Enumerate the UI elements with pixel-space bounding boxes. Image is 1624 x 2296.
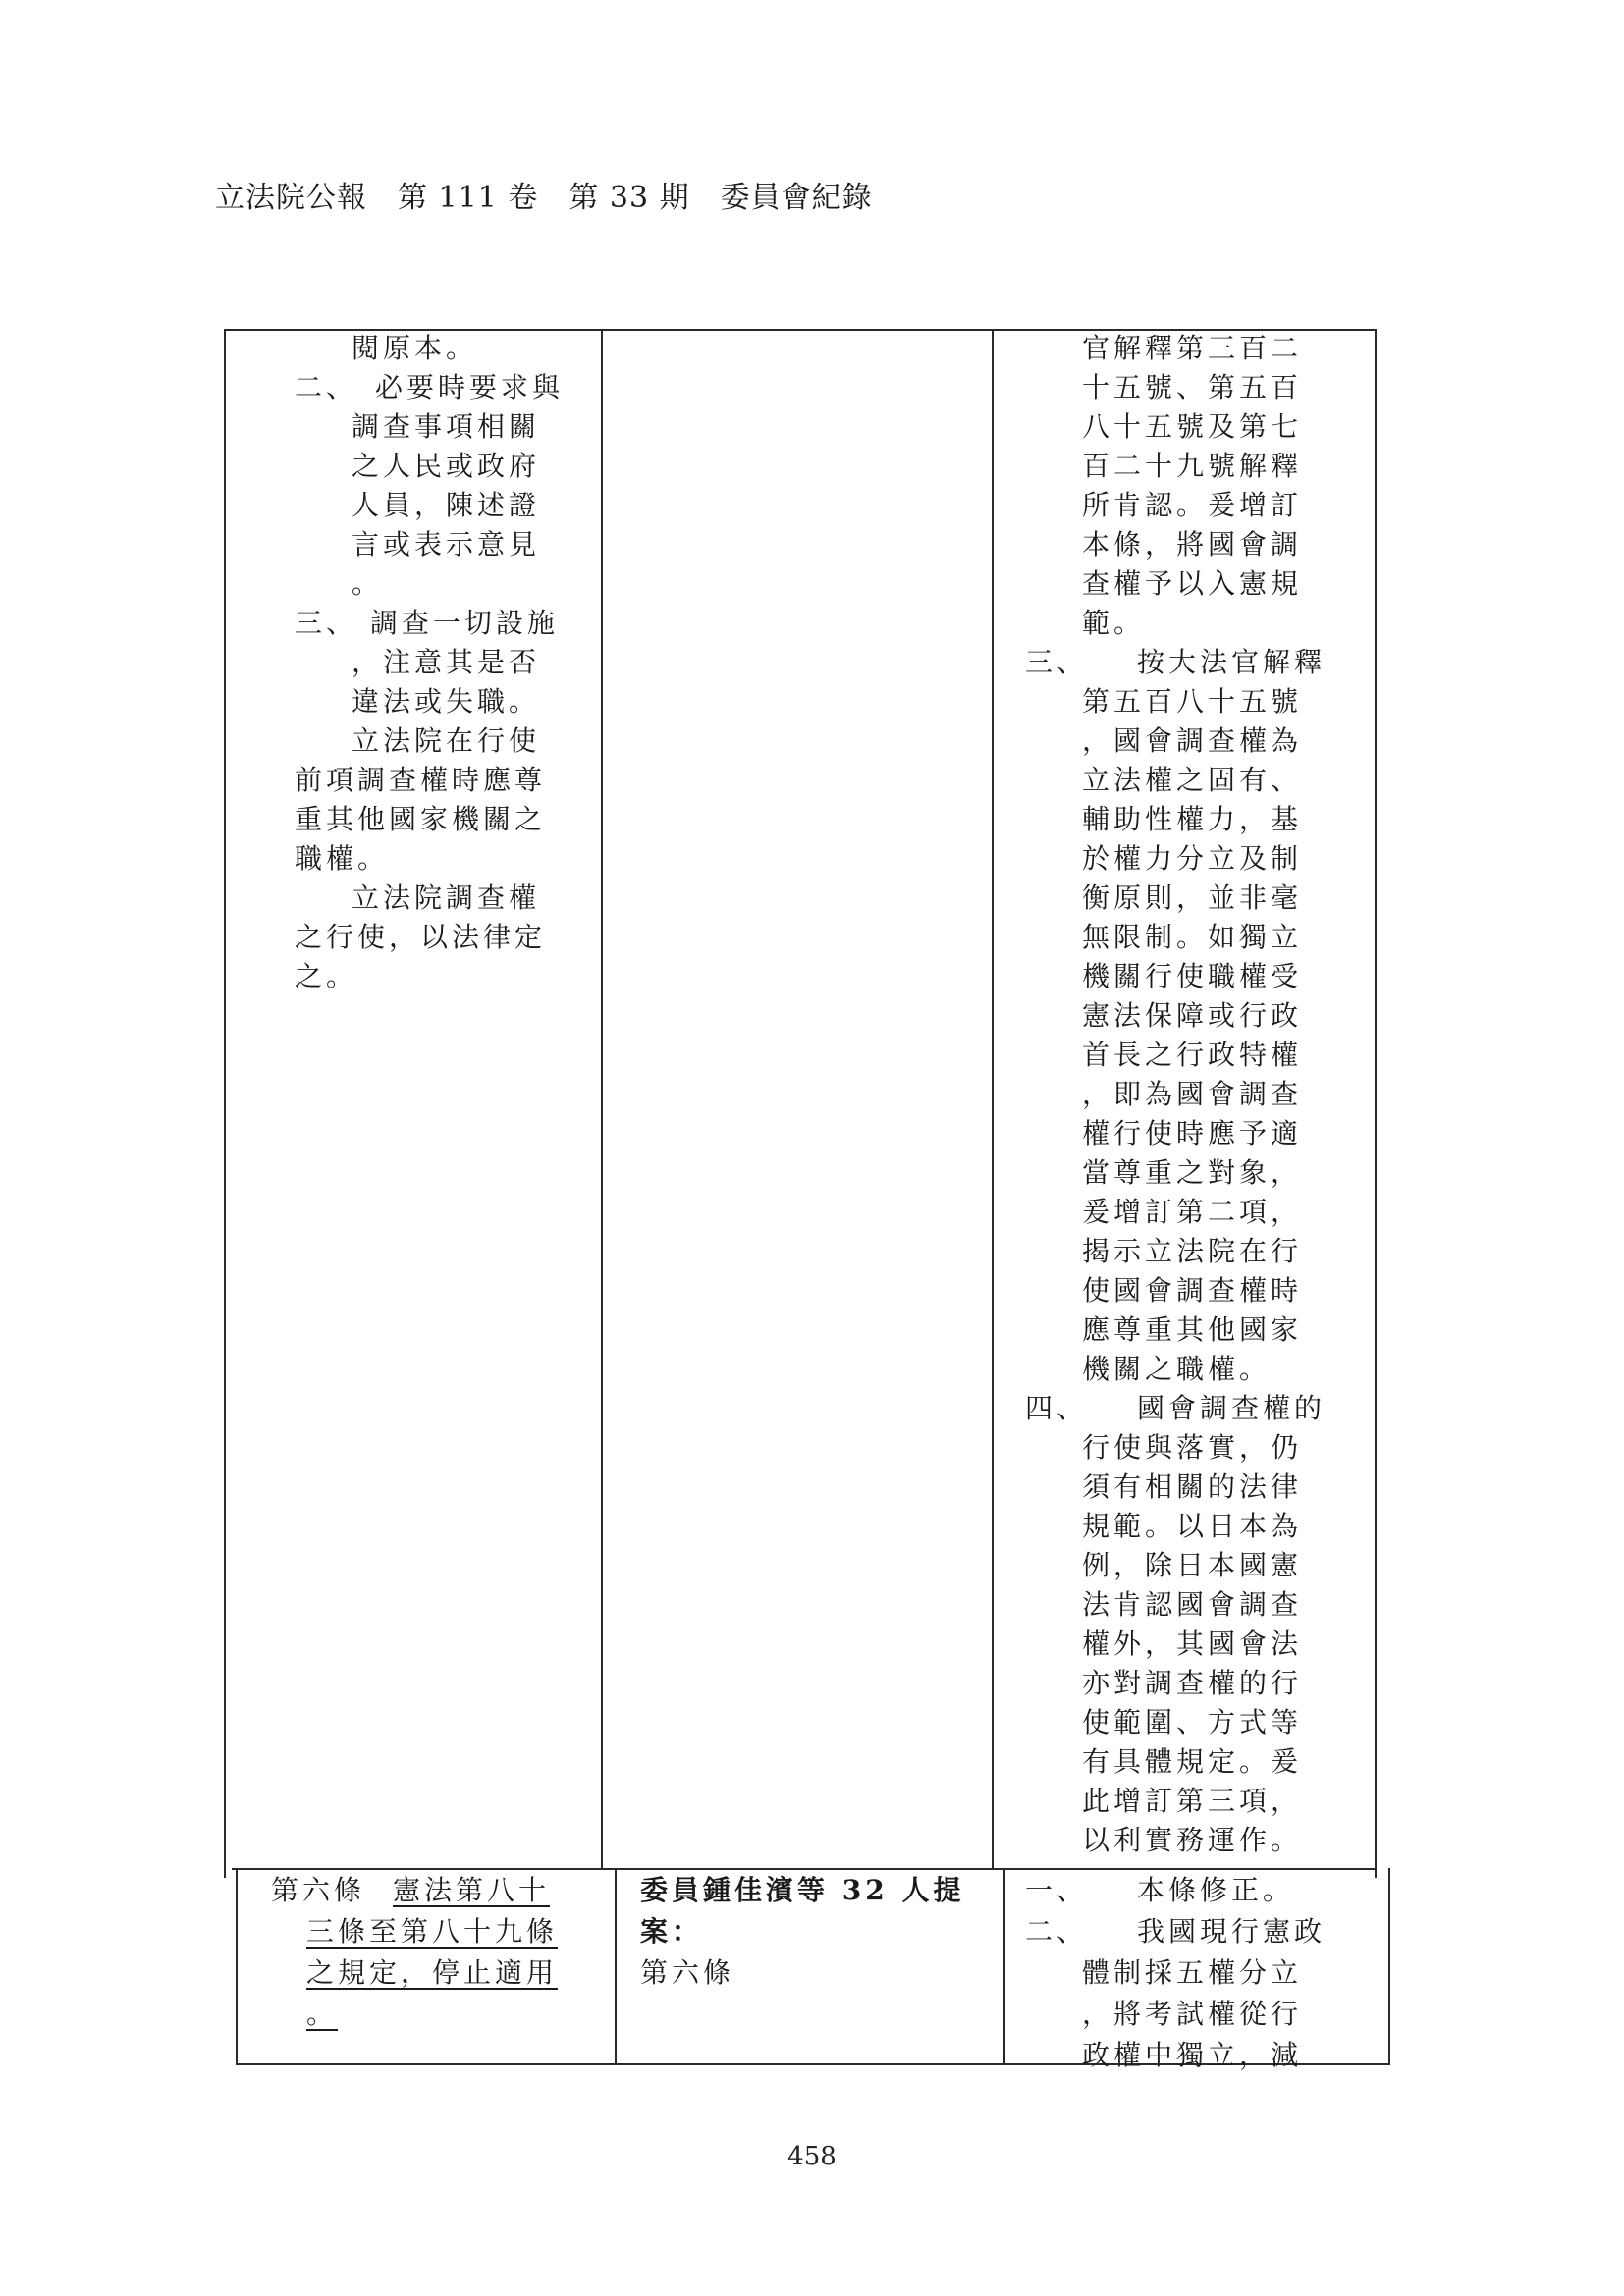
text-line: 須有相關的法律 — [1082, 1470, 1303, 1503]
lower-divider-2 — [1003, 1868, 1005, 2064]
text-line: 前項調查權時應尊 — [295, 764, 547, 796]
text-line: ，國會調查權為 — [1082, 724, 1303, 757]
text-line: 權外，其國會法 — [1082, 1628, 1303, 1660]
lower-right-border — [1388, 1868, 1390, 2064]
text-line: 四、 國會調查權的 — [1025, 1392, 1326, 1424]
text-line: 職權。 — [295, 842, 390, 875]
text-line: 立法院調查權 — [352, 881, 541, 914]
text-line: 衡原則，並非毫 — [1082, 881, 1303, 914]
text-line: 應尊重其他國家 — [1082, 1313, 1303, 1346]
text-line: 調查事項相關 — [352, 410, 541, 443]
text-line: 閱原本。 — [352, 332, 478, 364]
lower-left-border — [236, 1868, 238, 2064]
bulletin-header: 立法院公報 第 111 卷 第 33 期 委員會紀錄 — [215, 181, 873, 215]
page-number: 458 — [787, 2142, 837, 2171]
text-line: 憲法保障或行政 — [1082, 999, 1303, 1032]
text-line: 無限制。如獨立 — [1082, 921, 1303, 953]
amended-text: 。 — [306, 1998, 339, 2030]
column-divider-2 — [992, 329, 994, 1868]
column-divider-1 — [601, 329, 603, 1868]
text-line: 人員，陳述證 — [352, 489, 541, 521]
amended-text: 之規定，停止適用 — [306, 1956, 559, 1989]
text-line: 之人民或政府 — [352, 450, 541, 482]
text-line: 機關之職權。 — [1082, 1353, 1272, 1385]
text-line: 八十五號及第七 — [1082, 410, 1303, 443]
text-line: 立法權之固有、 — [1082, 764, 1303, 796]
text-line: 查權予以入憲規 — [1082, 567, 1303, 600]
lower-divider-1 — [615, 1868, 617, 2064]
text-line: 立法院在行使 — [352, 724, 541, 757]
text-line: 政權中獨立，減 — [1082, 2039, 1303, 2071]
text-line: 百二十九號解釋 — [1082, 450, 1303, 482]
table-left-border — [224, 329, 226, 1878]
text-line: 法肯認國會調查 — [1082, 1588, 1303, 1621]
lower-col2-text — [640, 1870, 964, 1994]
text-line: 官解釋第三百二 — [1082, 332, 1303, 364]
text-line: 權行使時應予適 — [1082, 1117, 1303, 1149]
upper-col3-text — [1025, 329, 1326, 1860]
text-line: 揭示立法院在行 — [1082, 1235, 1303, 1267]
article-label: 第六條 — [640, 1956, 735, 1989]
text-line: 爰增訂第二項， — [1082, 1196, 1303, 1228]
lower-col3-text — [1025, 1870, 1326, 2076]
amended-text: 三條至第八十九條 — [306, 1915, 559, 1948]
text-line: 使國會調查權時 — [1082, 1274, 1303, 1307]
text-line: 亦對調查權的行 — [1082, 1667, 1303, 1699]
text-line: 第五百八十五號 — [1082, 685, 1303, 718]
text-line: 有具體規定。爰 — [1082, 1745, 1303, 1778]
text-line: 使範圍、方式等 — [1082, 1706, 1303, 1738]
lower-col1-text — [271, 1870, 558, 2035]
text-line: 此增訂第三項， — [1082, 1785, 1303, 1817]
amended-text: 憲法第八十 — [393, 1874, 551, 1906]
text-line: 三、 按大法官解釋 — [1025, 646, 1326, 678]
text-line: 本條，將國會調 — [1082, 528, 1303, 561]
text-line: 言或表示意見 — [352, 528, 541, 561]
proposal-title: 案： — [640, 1915, 704, 1948]
text-line: 三、 調查一切設施 — [295, 607, 559, 639]
text-line: 範。 — [1082, 607, 1146, 639]
upper-col1-text — [295, 329, 564, 996]
text-line: 輔助性權力，基 — [1082, 803, 1303, 835]
text-line: 例，除日本國憲 — [1082, 1549, 1303, 1581]
text-line: 機關行使職權受 — [1082, 960, 1303, 992]
text-line: 以利實務運作。 — [1082, 1824, 1303, 1856]
text-line: 一、 本條修正。 — [1025, 1874, 1295, 1906]
text-line: 重其他國家機關之 — [295, 803, 547, 835]
text-line: ，將考試權從行 — [1082, 1998, 1303, 2030]
text-line: 之行使，以法律定 — [295, 921, 547, 953]
text-line: 所肯認。爰增訂 — [1082, 489, 1303, 521]
text-line: ，即為國會調查 — [1082, 1078, 1303, 1110]
text-line: 行使與落實，仍 — [1082, 1431, 1303, 1464]
text-line: 體制採五權分立 — [1082, 1956, 1303, 1989]
text-line: 違法或失職。 — [352, 685, 541, 718]
text-line: 當尊重之對象， — [1082, 1156, 1303, 1189]
proposal-title: 委員鍾佳濱等 32 人提 — [640, 1874, 965, 1906]
article-line — [271, 1870, 558, 1911]
text-line: 首長之行政特權 — [1082, 1039, 1303, 1071]
text-line: 二、 我國現行憲政 — [1025, 1915, 1326, 1948]
text-line: 。 — [352, 567, 384, 600]
text-line: 之。 — [295, 960, 358, 992]
text-line: 二、 必要時要求與 — [295, 371, 565, 403]
table-right-border — [1375, 329, 1377, 1878]
text-line: 十五號、第五百 — [1082, 371, 1303, 403]
text-line: 規範。以日本為 — [1082, 1510, 1303, 1542]
text-line: ，注意其是否 — [352, 646, 541, 678]
text-line: 於權力分立及制 — [1082, 842, 1303, 875]
article-label: 第六條 — [271, 1874, 366, 1906]
